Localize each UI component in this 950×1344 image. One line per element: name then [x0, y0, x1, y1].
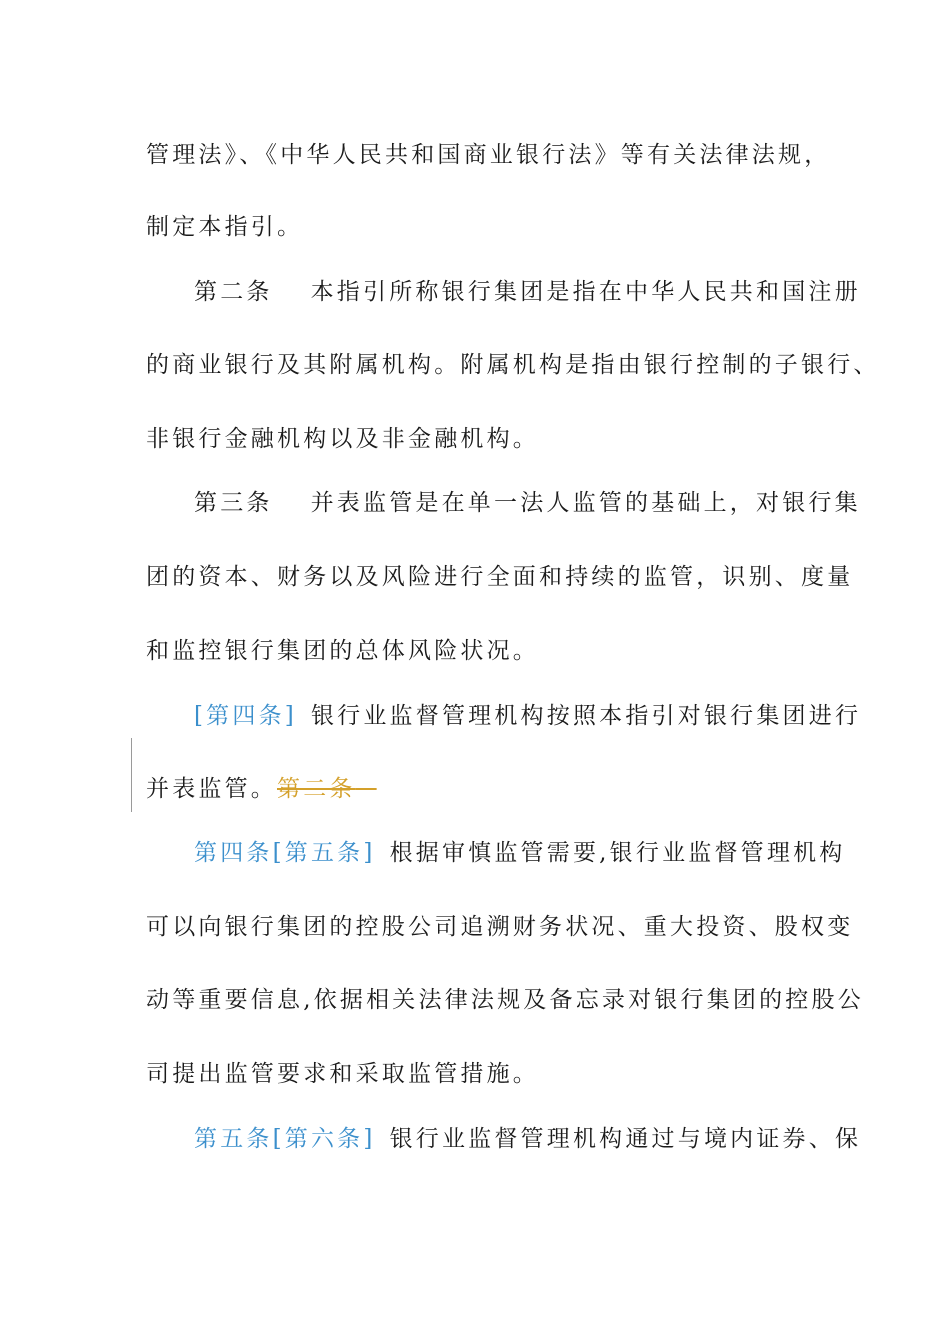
- line-text: 根据审慎监管需要,银行业监督管理机构: [389, 840, 846, 866]
- line-text: 动等重要信息,依据相关法律法规及备忘录对银行集团的控股公: [146, 987, 864, 1013]
- line-text: 制定本指引。: [146, 214, 304, 240]
- text-line-13: [146, 985, 864, 1015]
- article-5-old-number: 第四条: [194, 840, 273, 866]
- text-line-5: [146, 424, 539, 454]
- article-6-new-number: [第六条]: [272, 1126, 376, 1152]
- line-text: 银行业监督管理机构按照本指引对银行集团进行: [310, 703, 862, 729]
- line-text: 团的资本、财务以及风险进行全面和持续的监管，识别、度量: [146, 564, 854, 590]
- text-line-4: [146, 350, 880, 380]
- text-line-12: [146, 912, 853, 942]
- text-line-1: [146, 140, 830, 170]
- article-3-label: 第三条: [194, 490, 273, 516]
- line-text: 非银行金融机构以及非金融机构。: [146, 426, 539, 452]
- line-text: 本指引所称银行集团是指在中华人民共和国注册: [310, 279, 861, 305]
- article-6-heading-line: [194, 1124, 861, 1154]
- article-5-heading-line: [194, 838, 845, 868]
- deleted-text: 第二条: [277, 776, 356, 802]
- line-text: 银行业监督管理机构通过与境内证券、保: [389, 1126, 862, 1152]
- article-2-label: 第二条: [194, 279, 273, 305]
- line-text: 司提出监管要求和采取监管措施。: [146, 1061, 539, 1087]
- article-2-heading-line: [194, 277, 861, 307]
- line-text: 和监控银行集团的总体风险状况。: [146, 638, 539, 664]
- text-line-7: [146, 562, 853, 592]
- article-4-new-number: [第四条]: [194, 703, 297, 729]
- revision-change-bar: [131, 738, 132, 812]
- text-line-10: [146, 774, 377, 804]
- text-line-14: [146, 1059, 539, 1089]
- line-text: 的商业银行及其附属机构。附属机构是指由银行控制的子银行、: [146, 352, 880, 378]
- article-6-old-number: 第五条: [194, 1126, 273, 1152]
- article-3-heading-line: [194, 488, 861, 518]
- text-line-8: [146, 636, 539, 666]
- line-text: 可以向银行集团的控股公司追溯财务状况、重大投资、股权变: [146, 914, 854, 940]
- article-5-new-number: [第五条]: [272, 840, 376, 866]
- deleted-text-tail: [356, 776, 377, 802]
- line-text: 并表监管。: [146, 776, 277, 802]
- line-text: 并表监管是在单一法人监管的基础上，对银行集: [310, 490, 861, 516]
- text-line-2: [146, 212, 303, 242]
- line-text: 管理法》、《中华人民共和国商业银行法》等有关法律法规，: [146, 142, 831, 168]
- article-4-heading-line: [194, 701, 861, 731]
